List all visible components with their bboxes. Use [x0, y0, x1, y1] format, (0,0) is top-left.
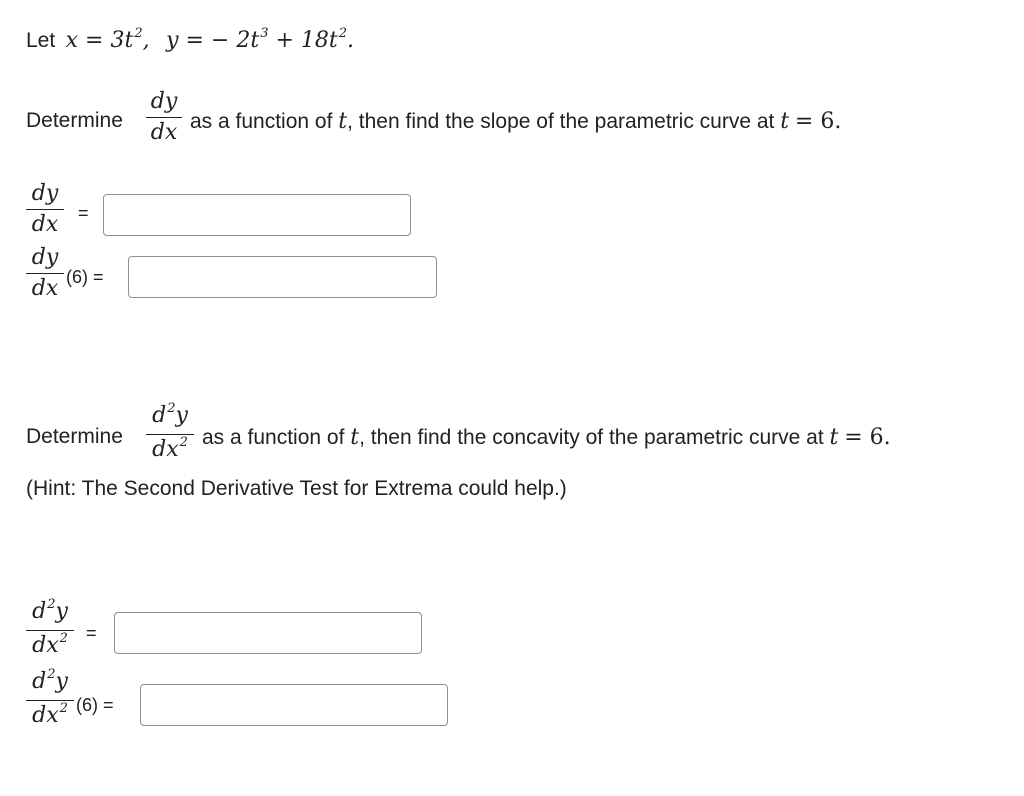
slope-instruction: as a function of t, then find the slope of the parametric curve at t = 6.: [190, 109, 842, 134]
d2y-dx2-label-fraction: $d^2y$ $dx^2$: [26, 598, 74, 663]
dy-dx-label-fraction: dy dx: [26, 180, 64, 239]
problem-statement: [26, 28, 354, 58]
d2y-dx2-at-6-label-fraction: $d^2y$ $dx^2$: [26, 668, 74, 733]
d2y-dx2-at-6-answer-input[interactable]: [140, 684, 448, 726]
at-6-suffix-2: (6) =: [76, 695, 114, 715]
dy-dx-fraction: dy dx: [146, 88, 182, 147]
y-equation: y = − $2t^3 + 18t^2$.: [166, 26, 355, 53]
concavity-instruction: as a function of t, then find the concavity of the parametric curve at t = 6.: [202, 425, 891, 450]
dy-dx-answer-input[interactable]: [103, 194, 411, 236]
d2y-dx2-answer-input[interactable]: [114, 612, 422, 654]
d2y-dx2-fraction: $d^2y$ $dx^2$: [146, 402, 194, 467]
hint-text: (Hint: The Second Derivative Test for Extrema could help.): [26, 477, 567, 500]
determine-label-2: Determine: [26, 425, 123, 448]
equals-sign-1: =: [78, 203, 89, 223]
x-equation: $x = 3t^2$,: [65, 26, 150, 53]
determine-label-1: Determine: [26, 109, 123, 132]
equals-sign-2: =: [86, 623, 97, 643]
let-label: Let: [26, 29, 56, 52]
dy-dx-at-6-answer-input[interactable]: [128, 256, 437, 298]
dy-dx-at-6-label-fraction: dy dx: [26, 244, 64, 303]
at-6-suffix-1: (6) =: [66, 267, 104, 287]
